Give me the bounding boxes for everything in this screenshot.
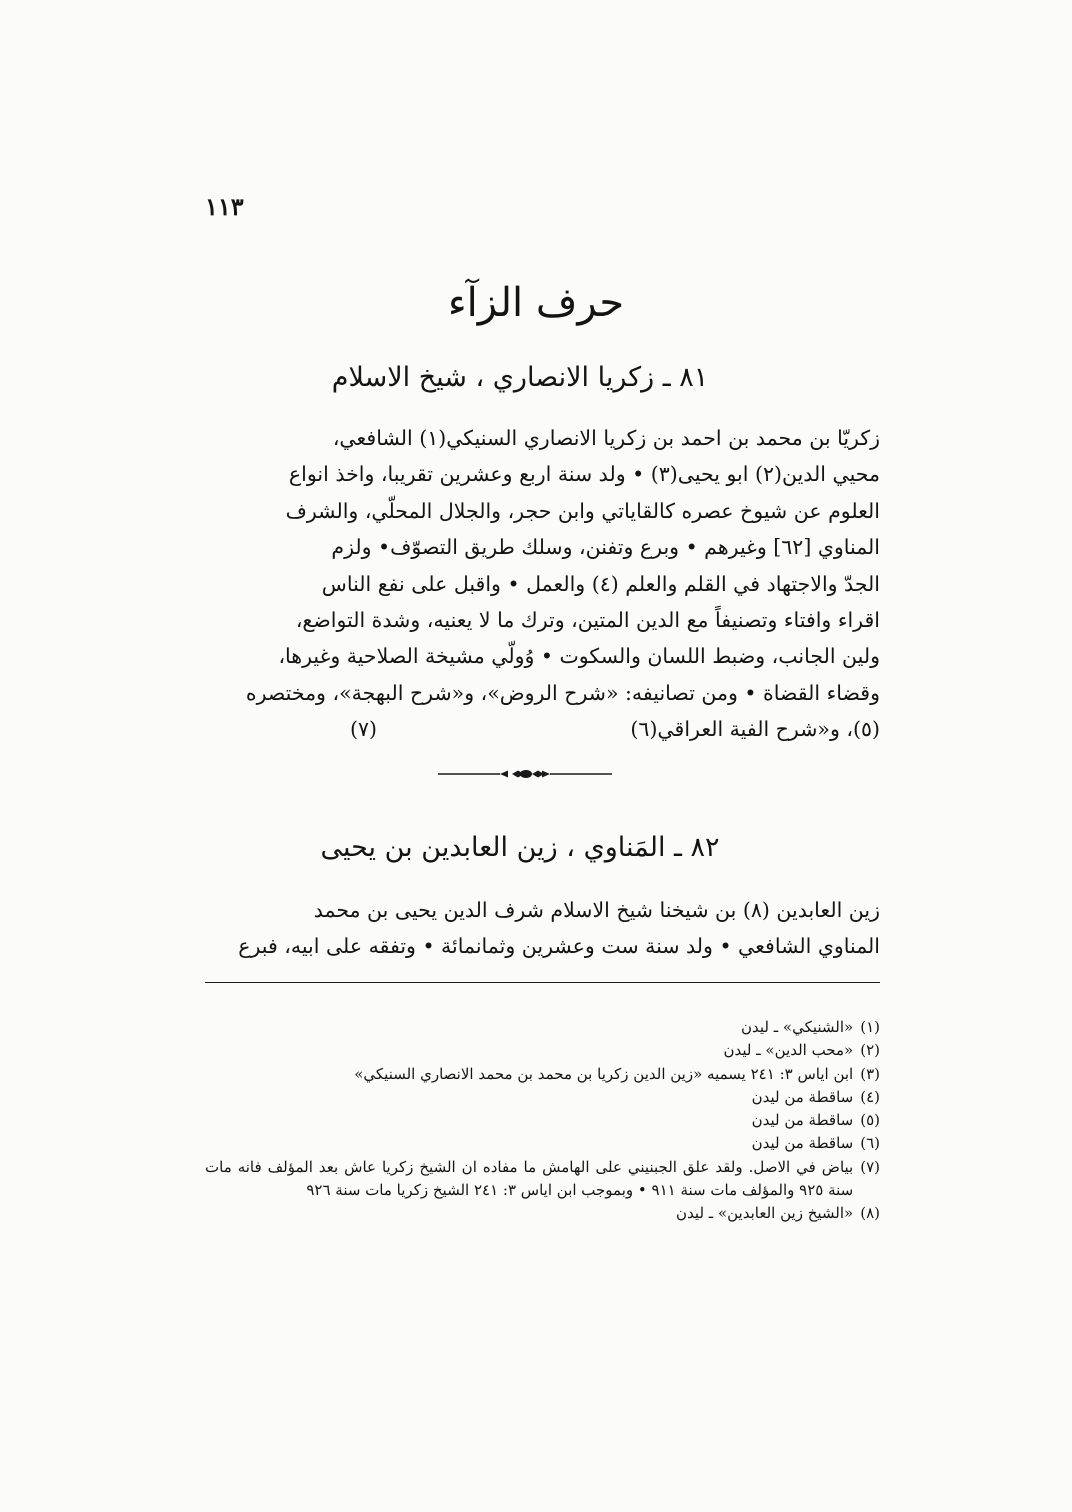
footnote — [205, 1016, 880, 1039]
body-line: زكريّا بن محمد بن احمد بن زكريا الانصاري السنيكي(١) الشافعي، — [332, 426, 880, 450]
footnote-number: (٢) — [860, 1041, 880, 1060]
chapter-title: حرف الزآء — [447, 280, 625, 326]
body-line: زين العابدين (٨) بن شيخنا شيخ الاسلام شرف الدين يحيى بن محمد — [313, 898, 880, 922]
footnote-text: «محب الدين» ـ ليدن — [723, 1041, 854, 1060]
body-line: محيي الدين(٢) ابو يحيى(٣) • ولد سنة اربع وعشرين تقريبا، واخذ انواع — [288, 462, 880, 487]
footnote-number: (٤) — [860, 1087, 880, 1106]
body-line: العلوم عن شيوخ عصره كالقاياتي وابن حجر، والجلال المحلّي، والشرف — [285, 498, 880, 523]
entry-82-heading: ٨٢ ـ المَناوي ، زين العابدين بن يحيى — [320, 832, 720, 863]
footnote-marker: (٧) — [350, 717, 378, 742]
footnote-number: (٧) — [860, 1157, 880, 1176]
footnote-number: (٨) — [860, 1204, 880, 1223]
entry-81-heading: ٨١ ـ زكريا الانصاري ، شيخ الاسلام — [331, 362, 709, 393]
entry-81-body — [205, 420, 880, 748]
footnote-number: (٦) — [860, 1134, 880, 1153]
footnotes — [205, 1016, 880, 1226]
footnote — [205, 1039, 880, 1062]
footnote-text: بياض في الاصل. ولقد علق الجبنيني على الهامش ما مفاده ان الشيخ زكريا عاش بعد المؤلف فانه مات سنة ٩٢٥ والمؤلف مات سنة ٩١١ • وبموجب ابن اياس ٣: ٢٤١ الشيخ زكريا مات سنة ٩٢٦ — [205, 1157, 854, 1200]
footnote — [205, 1086, 880, 1109]
page-number: ١١٣ — [205, 192, 244, 221]
footnote-text: ساقطة من ليدن — [751, 1087, 854, 1106]
body-line: ولين الجانب، وضبط اللسان والسكوت • وُولّي مشيخة الصلاحية وغيرها، — [278, 644, 880, 669]
body-line: وقضاء القضاة • ومن تصانيفه: «شرح الروض»، و«شرح البهجة»، ومختصره — [245, 680, 880, 705]
body-line: (٥)، و«شرح الفية العراقي(٦) — [630, 717, 880, 742]
footnote-text: «الشنيكي» ـ ليدن — [740, 1018, 854, 1036]
footnote-number: (١) — [860, 1018, 880, 1036]
body-line: المناوي [٦٢] وغيرهم • وبرع وتفنن، وسلك طريق التصوّف• ولزم — [331, 535, 880, 560]
footnote-text: «الشيخ زين العابدين» ـ ليدن — [676, 1204, 854, 1223]
entry-82-body — [205, 892, 880, 965]
footnote — [205, 1132, 880, 1155]
footnote — [205, 1063, 880, 1086]
footnote — [205, 1109, 880, 1132]
footnote-text: ابن اياس ٣: ٢٤١ يسميه «زين الدين زكريا بن محمد بن محمد الانصاري السنيكي» — [354, 1064, 854, 1083]
body-line: الجدّ والاجتهاد في القلم والعلم (٤) والعمل • واقبل على نفع الناس — [321, 571, 880, 596]
footnote — [205, 1156, 880, 1203]
footnote-text: ساقطة من ليدن — [751, 1134, 854, 1153]
ornament-divider — [438, 768, 612, 780]
footnote-text: ساقطة من ليدن — [751, 1111, 854, 1130]
body-line: المناوي الشافعي • ولد سنة ست وعشرين وثمانمائة • وتفقه على ابيه، فبرع — [238, 934, 880, 959]
ornament-divider-icon — [438, 768, 612, 780]
footnote-number: (٣) — [860, 1064, 880, 1083]
footnote-rule — [205, 982, 880, 983]
body-last-line — [205, 711, 880, 747]
footnote-number: (٥) — [860, 1111, 880, 1130]
footnote — [205, 1202, 880, 1225]
body-line: اقراء وافتاء وتصنيفاً مع الدين المتين، وترك ما لا يعنيه، وشدة التواضع، — [295, 608, 880, 633]
